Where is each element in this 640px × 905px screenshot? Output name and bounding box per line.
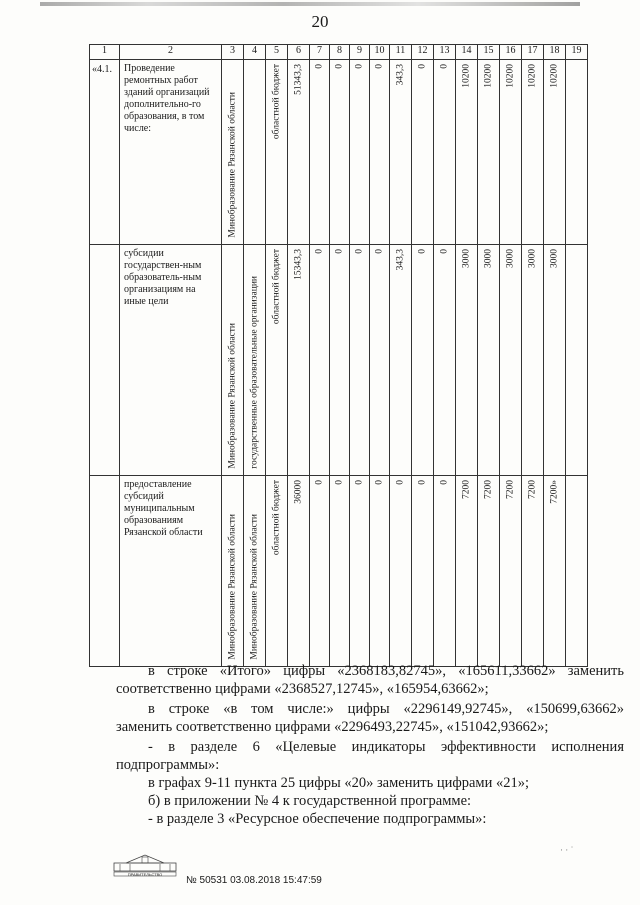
value-cell: 343,3 <box>395 64 405 86</box>
table-row <box>90 476 588 667</box>
header-cell: 8 <box>330 45 350 60</box>
paragraph: подпрограммы»: <box>116 757 220 773</box>
participant-cell: государственные образовательные организации <box>249 276 259 469</box>
table-row <box>90 245 588 476</box>
header-cell: 1 <box>90 45 120 60</box>
paragraph: в графах 9-11 пункта 25 цифры «20» заменить цифрами «21»; <box>148 775 530 791</box>
executor-cell: Минобразование Рязанской области <box>227 92 237 238</box>
header-cell: 4 <box>244 45 266 60</box>
header-cell: 19 <box>566 45 588 60</box>
executor-cell: Минобразование Рязанской области <box>227 323 237 469</box>
row-description: предоставление субсидий муниципальным образованиям Рязанской области <box>124 479 203 538</box>
value-cell: 0 <box>439 249 449 254</box>
value-cell: 0 <box>334 64 344 69</box>
value-cell: 0 <box>314 249 324 254</box>
value-cell: 0 <box>395 480 405 485</box>
header-cell: 9 <box>350 45 370 60</box>
header-cell: 18 <box>544 45 566 60</box>
paragraph: в строке «в том числе:» цифры «2296149,92745», «150699,63662» <box>148 701 624 717</box>
paragraph: - в разделе 6 «Целевые индикаторы эффективности исполнения <box>148 739 624 755</box>
executor-cell: Минобразование Рязанской области <box>227 514 237 660</box>
header-cell: 14 <box>456 45 478 60</box>
value-cell: 10200 <box>549 64 559 88</box>
value-cell: 7200 <box>483 480 493 499</box>
header-cell: 12 <box>412 45 434 60</box>
value-cell: 0 <box>417 480 427 485</box>
value-cell: 0 <box>439 64 449 69</box>
value-cell: 10200 <box>461 64 471 88</box>
header-cell: 7 <box>310 45 330 60</box>
header-cell: 13 <box>434 45 456 60</box>
value-cell: 3000 <box>505 249 515 268</box>
value-cell: 7200 <box>505 480 515 499</box>
scan-specks: · · ˙ <box>560 845 574 855</box>
value-cell: 0 <box>417 64 427 69</box>
value-cell: 0 <box>334 249 344 254</box>
header-cell: 16 <box>500 45 522 60</box>
header-cell: 6 <box>288 45 310 60</box>
header-cell: 11 <box>390 45 412 60</box>
value-cell: 3000 <box>483 249 493 268</box>
header-cell: 2 <box>120 45 222 60</box>
scan-edge <box>40 2 580 6</box>
document-registration-id: № 50531 03.08.2018 15:47:59 <box>186 875 322 886</box>
value-cell: 0 <box>314 64 324 69</box>
participant-cell: Минобразование Рязанской области <box>249 514 259 660</box>
value-cell: 0 <box>354 480 364 485</box>
value-cell: 0 <box>439 480 449 485</box>
paragraph: заменить соответственно цифрами «2296493,22745», «151042,93662»; <box>116 719 549 735</box>
header-cell: 3 <box>222 45 244 60</box>
value-cell: 0 <box>374 480 384 485</box>
paragraph: б) в приложении № 4 к государственной программе: <box>148 793 472 809</box>
row-description: Проведение ремонтных работ зданий организаций дополнительно-го образования, в том числе: <box>124 63 210 134</box>
value-cell: 0 <box>354 249 364 254</box>
value-cell: 15343,3 <box>293 249 303 280</box>
budget-table <box>89 44 588 667</box>
header-cell: 10 <box>370 45 390 60</box>
header-cell: 17 <box>522 45 544 60</box>
value-cell: 10200 <box>483 64 493 88</box>
page-number: 20 <box>311 12 329 31</box>
amendment-text <box>116 662 624 828</box>
row-description: субсидии государствен-ным образователь-ным организациям на иные цели <box>124 248 202 307</box>
value-cell: 3000 <box>527 249 537 268</box>
value-cell: 51343,3 <box>293 64 303 95</box>
paragraph: в строке «Итого» цифры «2368183,82745», «165611,33662» заменить <box>148 663 624 679</box>
funding-source-cell: областной бюджет <box>271 480 281 556</box>
value-cell: 10200 <box>527 64 537 88</box>
paragraph: - в разделе 3 «Ресурсное обеспечение подпрограммы»: <box>148 811 487 827</box>
government-stamp-icon <box>112 853 178 877</box>
funding-source-cell: областной бюджет <box>271 249 281 325</box>
value-cell: 3000 <box>549 249 559 268</box>
value-cell: 36000 <box>293 480 303 504</box>
value-cell: 7200 <box>527 480 537 499</box>
header-cell: 15 <box>478 45 500 60</box>
value-cell: 7200» <box>549 480 559 504</box>
value-cell: 0 <box>417 249 427 254</box>
table-row <box>90 60 588 245</box>
value-cell: 0 <box>374 249 384 254</box>
value-cell: 343,3 <box>395 249 405 271</box>
value-cell: 10200 <box>505 64 515 88</box>
header-cell: 5 <box>266 45 288 60</box>
value-cell: 0 <box>334 480 344 485</box>
value-cell: 0 <box>314 480 324 485</box>
value-cell: 7200 <box>461 480 471 499</box>
value-cell: 0 <box>354 64 364 69</box>
row-id: «4.1. <box>92 64 112 75</box>
value-cell: 0 <box>374 64 384 69</box>
stamp-caption: ПРАВИТЕЛЬСТВО <box>127 872 163 877</box>
value-cell: 3000 <box>461 249 471 268</box>
funding-source-cell: областной бюджет <box>271 64 281 140</box>
paragraph: соответственно цифрами «2368527,12745», «165954,63662»; <box>116 681 489 697</box>
table-header-row <box>90 45 588 60</box>
